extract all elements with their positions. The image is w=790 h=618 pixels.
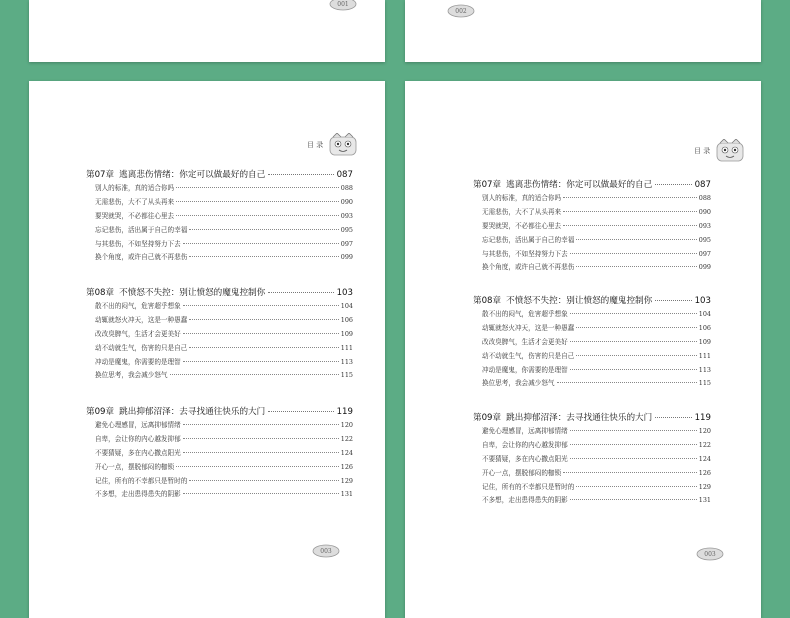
- leader-dots: [189, 480, 338, 481]
- leader-dots: [189, 347, 338, 348]
- cartoon-face-icon: [329, 133, 357, 157]
- entry-text: 自卑，会让你的内心越发抑郁: [482, 440, 568, 449]
- leader-dots: [576, 327, 696, 328]
- entry-page: 111: [340, 343, 353, 352]
- entry-text: 冲动是魔鬼，你需要的是理智: [95, 357, 181, 366]
- chapter-title: 不愤怒不失控：别让愤怒的魔鬼控制你: [506, 296, 653, 306]
- chapter-07: [473, 178, 711, 275]
- entry-page: 104: [698, 310, 711, 318]
- toc-header-label: 目 录: [307, 141, 324, 149]
- leader-dots: [570, 458, 697, 459]
- entry-page: 106: [698, 323, 711, 332]
- chapter-number: 第08章: [86, 288, 115, 298]
- leader-dots: [183, 361, 339, 362]
- toc-header-label: 目 录: [694, 147, 711, 155]
- toc-entry[interactable]: [86, 328, 353, 342]
- leader-dots: [268, 174, 333, 175]
- entry-text: 不多想，走出患得患失的阴影: [95, 490, 181, 499]
- toc-entry[interactable]: [86, 488, 353, 502]
- chapter-title: 逃离悲伤情绪：你定可以做最好的自己: [119, 170, 266, 180]
- chapter-page: 103: [694, 296, 711, 306]
- entry-text: 换位思考，我会减少怒气: [95, 371, 168, 380]
- toc-entry[interactable]: [473, 494, 711, 508]
- chapter-number: 第07章: [473, 180, 502, 190]
- leader-dots: [176, 466, 339, 467]
- entry-text: 避免心理感冒，远离抑郁情绪: [95, 421, 181, 429]
- entry-page: 124: [340, 448, 353, 457]
- entry-text: 动不动就生气，伤害的只是自己: [482, 351, 575, 360]
- entry-text: 动辄就怒火冲天，这是一种愚蠢: [482, 323, 575, 332]
- leader-dots: [183, 243, 339, 244]
- leader-dots: [655, 417, 691, 418]
- entry-text: 无需悲伤，大不了从头再来: [95, 197, 175, 206]
- entry-text: 避免心理感冒，远离抑郁情绪: [482, 427, 568, 435]
- entry-text: 与其悲伤，不如坚持努力下去: [95, 239, 181, 248]
- entry-page: 126: [698, 468, 711, 477]
- page-number-top-right: 002: [446, 4, 476, 18]
- page-number-top-left: 001: [328, 0, 358, 11]
- toc-entry[interactable]: [86, 196, 353, 210]
- entry-page: 129: [698, 482, 711, 491]
- entry-page: 131: [698, 496, 711, 505]
- toc-entry[interactable]: [86, 342, 353, 356]
- entry-text: 忘记悲伤，活出属于自己的幸福: [95, 225, 188, 234]
- entry-page: 097: [340, 239, 353, 248]
- page-number-bottom-right: 003: [695, 547, 725, 561]
- leader-dots: [563, 472, 697, 473]
- entry-page: 122: [340, 434, 353, 443]
- chapter-number: 第09章: [86, 407, 115, 417]
- chapter-number: 第07章: [86, 170, 115, 180]
- toc-entry[interactable]: [473, 350, 711, 364]
- entry-text: 动辄就怒火冲天，这是一种愚蠢: [95, 315, 188, 324]
- leader-dots: [655, 184, 691, 185]
- chapter-title-row[interactable]: [86, 286, 353, 300]
- chapter-page: 103: [336, 288, 353, 298]
- entry-page: 109: [698, 337, 711, 346]
- leader-dots: [176, 215, 339, 216]
- chapter-08: [86, 286, 353, 383]
- entry-page: 099: [340, 253, 353, 262]
- leader-dots: [176, 187, 339, 188]
- page-top-left: [29, 0, 385, 62]
- toc-entry[interactable]: [86, 238, 353, 252]
- toc-entry[interactable]: [473, 234, 711, 248]
- chapter-page: 119: [336, 407, 353, 417]
- entry-page: 088: [698, 194, 711, 202]
- toc-entry[interactable]: [473, 322, 711, 336]
- toc-entry[interactable]: [86, 433, 353, 447]
- toc-entry[interactable]: [86, 251, 353, 265]
- toc-entry[interactable]: [86, 447, 353, 461]
- toc-entry[interactable]: [473, 261, 711, 275]
- page-top-right: [405, 0, 761, 62]
- entry-text: 开心一点，摆脱郁闷的枷锁: [482, 468, 562, 477]
- chapter-title-row[interactable]: [86, 405, 353, 419]
- leader-dots: [176, 201, 339, 202]
- entry-text: 与其悲伤，不如坚持努力下去: [482, 249, 568, 258]
- leader-dots: [570, 253, 697, 254]
- toc-entry[interactable]: [473, 206, 711, 220]
- chapter-title: 逃离悲伤情绪：你定可以做最好的自己: [506, 180, 653, 190]
- entry-text: 散不出的闷气，危害超乎想象: [95, 302, 181, 310]
- leader-dots: [170, 374, 339, 375]
- leader-dots: [563, 211, 697, 212]
- leader-dots: [183, 438, 339, 439]
- toc-entry[interactable]: [86, 419, 353, 433]
- entry-text: 改改臭脾气，生活才会更美好: [482, 337, 568, 346]
- entry-text: 不要猜疑，多在内心撒点阳光: [482, 454, 568, 463]
- toc-entry[interactable]: [86, 461, 353, 475]
- leader-dots: [576, 355, 696, 356]
- entry-page: 109: [340, 329, 353, 338]
- toc-entry[interactable]: [473, 308, 711, 322]
- chapter-title: 不愤怒不失控：别让愤怒的魔鬼控制你: [119, 288, 266, 298]
- chapter-number: 第09章: [473, 413, 502, 423]
- entry-text: 无需悲伤，大不了从头再来: [482, 207, 562, 216]
- entry-text: 改改臭脾气，生活才会更美好: [95, 329, 181, 338]
- toc-entry[interactable]: [473, 467, 711, 481]
- chapter-title-row[interactable]: [473, 294, 711, 308]
- entry-text: 散不出的闷气，危害超乎想象: [482, 310, 568, 318]
- toc-entry[interactable]: [473, 481, 711, 495]
- toc-header: [694, 139, 744, 163]
- chapter-page: 087: [336, 170, 353, 180]
- leader-dots: [563, 197, 697, 198]
- cartoon-face-icon: [716, 139, 744, 163]
- toc-page-left: [29, 81, 385, 618]
- toc-entry[interactable]: [473, 336, 711, 350]
- entry-page: 115: [340, 371, 353, 380]
- entry-page: 120: [340, 421, 353, 429]
- chapter-title-row[interactable]: [473, 178, 711, 192]
- entry-page: 088: [340, 184, 353, 192]
- entry-page: 113: [698, 365, 711, 374]
- toc-page-right: [405, 81, 761, 618]
- entry-page: 090: [340, 197, 353, 206]
- toc-entry[interactable]: [86, 314, 353, 328]
- entry-page: 093: [698, 221, 711, 230]
- entry-page: 126: [340, 462, 353, 471]
- chapter-07: [86, 168, 353, 265]
- leader-dots: [576, 239, 696, 240]
- leader-dots: [183, 305, 339, 306]
- entry-text: 冲动是魔鬼，你需要的是理智: [482, 365, 568, 374]
- leader-dots: [570, 369, 697, 370]
- chapter-08: [473, 294, 711, 391]
- entry-page: 095: [698, 235, 711, 244]
- entry-text: 别人的标准，真的适合你吗: [95, 184, 175, 192]
- entry-page: 120: [698, 427, 711, 435]
- leader-dots: [563, 225, 697, 226]
- leader-dots: [189, 229, 338, 230]
- entry-text: 动不动就生气，伤害的只是自己: [95, 343, 188, 352]
- entry-page: 090: [698, 207, 711, 216]
- chapter-page: 119: [694, 413, 711, 423]
- leader-dots: [557, 382, 697, 383]
- entry-text: 不多想，走出患得患失的阴影: [482, 496, 568, 505]
- toc-entry[interactable]: [86, 224, 353, 238]
- chapter-title: 跳出抑郁沼泽：去寻找通往快乐的大门: [119, 407, 266, 417]
- leader-dots: [570, 444, 697, 445]
- leader-dots: [268, 292, 333, 293]
- toc-entry[interactable]: [473, 453, 711, 467]
- entry-text: 要哭就哭，不必都往心里去: [95, 211, 175, 220]
- entry-page: 095: [340, 225, 353, 234]
- entry-page: 122: [698, 440, 711, 449]
- chapter-09: [86, 405, 353, 502]
- entry-text: 自卑，会让你的内心越发抑郁: [95, 434, 181, 443]
- entry-page: 115: [698, 379, 711, 388]
- toc-entry[interactable]: [86, 210, 353, 224]
- chapter-title-row[interactable]: [473, 411, 711, 425]
- leader-dots: [570, 499, 697, 500]
- leader-dots: [655, 300, 691, 301]
- toc-entry[interactable]: [473, 364, 711, 378]
- toc-entry[interactable]: [473, 192, 711, 206]
- toc-header: [307, 133, 357, 157]
- leader-dots: [183, 424, 339, 425]
- chapter-number: 第08章: [473, 296, 502, 306]
- leader-dots: [183, 452, 339, 453]
- entry-page: 104: [340, 302, 353, 310]
- entry-page: 129: [340, 476, 353, 485]
- leader-dots: [570, 313, 697, 314]
- toc-entry[interactable]: [473, 425, 711, 439]
- leader-dots: [570, 341, 697, 342]
- toc-entry[interactable]: [473, 439, 711, 453]
- page-number-bottom-left: 003: [311, 544, 341, 558]
- toc-entry[interactable]: [86, 300, 353, 314]
- leader-dots: [570, 430, 697, 431]
- entry-page: 131: [340, 490, 353, 499]
- entry-text: 不要猜疑，多在内心撒点阳光: [95, 448, 181, 457]
- entry-page: 113: [340, 357, 353, 366]
- entry-page: 124: [698, 454, 711, 463]
- leader-dots: [189, 256, 338, 257]
- entry-text: 开心一点，摆脱郁闷的枷锁: [95, 462, 175, 471]
- entry-text: 忘记悲伤，活出属于自己的幸福: [482, 235, 575, 244]
- entry-text: 换个角度，或许自己就不再悲伤: [95, 253, 188, 262]
- toc-entry[interactable]: [473, 377, 711, 391]
- leader-dots: [576, 266, 696, 267]
- leader-dots: [183, 333, 339, 334]
- entry-text: 别人的标准，真的适合你吗: [482, 194, 562, 202]
- chapter-09: [473, 411, 711, 508]
- toc-entry[interactable]: [86, 356, 353, 370]
- toc-entry[interactable]: [473, 220, 711, 234]
- chapter-title: 跳出抑郁沼泽：去寻找通往快乐的大门: [506, 413, 653, 423]
- toc-entry[interactable]: [86, 182, 353, 196]
- entry-page: 093: [340, 211, 353, 220]
- toc-entry[interactable]: [86, 369, 353, 383]
- entry-text: 记住，所有的不幸都只是暂时的: [482, 482, 575, 491]
- entry-text: 要哭就哭，不必都往心里去: [482, 221, 562, 230]
- leader-dots: [268, 411, 333, 412]
- entry-text: 记住，所有的不幸都只是暂时的: [95, 476, 188, 485]
- leader-dots: [576, 486, 696, 487]
- entry-page: 106: [340, 315, 353, 324]
- entry-text: 换位思考，我会减少怒气: [482, 379, 555, 388]
- toc-entry[interactable]: [86, 475, 353, 489]
- entry-page: 111: [698, 351, 711, 360]
- chapter-title-row[interactable]: [86, 168, 353, 182]
- entry-text: 换个角度，或许自己就不再悲伤: [482, 263, 575, 272]
- chapter-page: 087: [694, 180, 711, 190]
- leader-dots: [183, 493, 339, 494]
- entry-page: 099: [698, 263, 711, 272]
- entry-page: 097: [698, 249, 711, 258]
- toc-entry[interactable]: [473, 248, 711, 262]
- leader-dots: [189, 319, 338, 320]
